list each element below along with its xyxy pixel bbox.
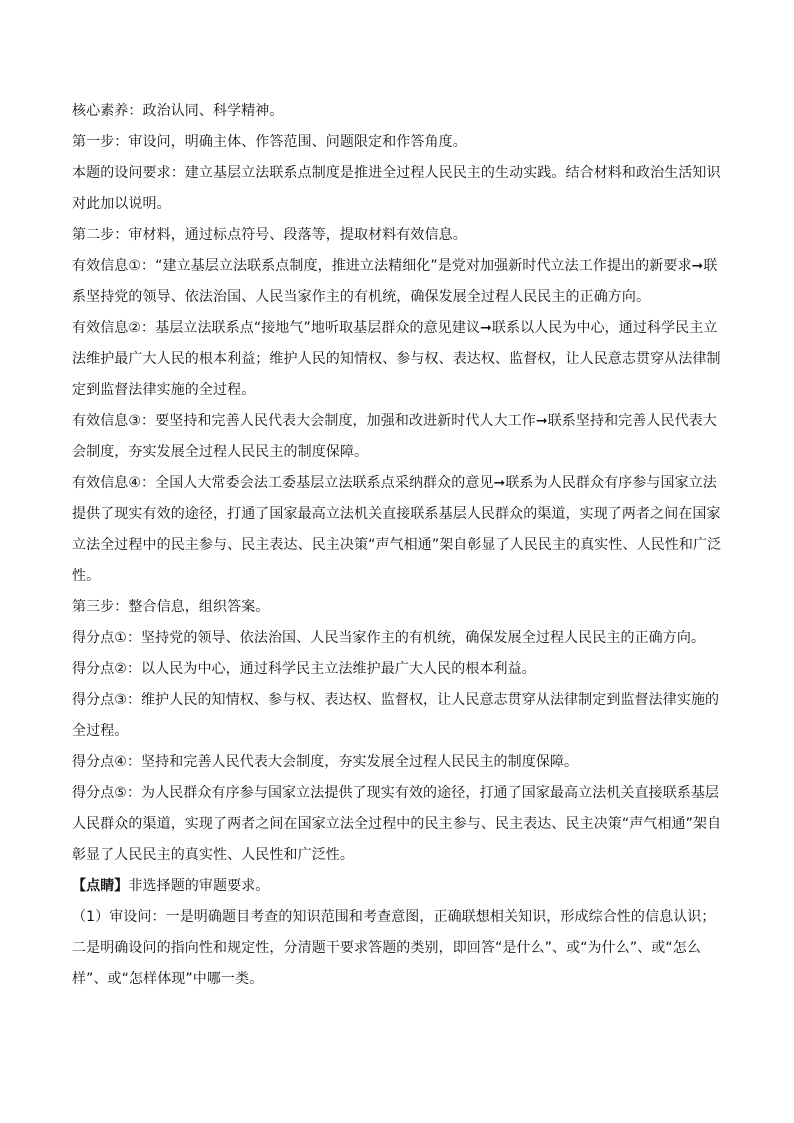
paragraph-step-one: 第一步：审设问，明确主体、作答范围、问题限定和作答角度。 [72,134,467,150]
paragraph-tip-detail: （1）审设问：一是明确题目考查的知识范围和考查意图，正确联想相关知识，形成综合性的信息认识；二是明确设问的指向性和规定性，分清题干要求答题的类别，即回答“是什么”、或“为什么”、或“怎么样”、或“怎样体现”中哪一类。 [72,909,716,987]
paragraph-score-point-4: 得分点④：坚持和完善人民代表大会制度，夯实发展全过程人民民主的制度保障。 [72,754,579,770]
paragraph-score-point-2: 得分点②：以人民为中心，通过科学民主立法维护最广大人民的根本利益。 [72,661,536,677]
paragraph-step-three: 第三步：整合信息，组织答案。 [72,599,270,615]
paragraph-effective-info-2: 有效信息②：基层立法联系点“接地气”地听取基层群众的意见建议➞联系以人民为中心，通过科学民主立法维护最广大人民的根本利益；维护人民的知情权、参与权、表达权、监督权，让人民意志贯穿从法律制定到监督法律实施的全过程。 [72,320,721,398]
paragraph-core-literacy: 核心素养：政治认同、科学精神。 [72,103,284,119]
paragraph-score-point-1: 得分点①：坚持党的领导、依法治国、人民当家作主的有机统，确保发展全过程人民民主的正确方向。 [72,630,706,646]
paragraph-question-requirement: 本题的设问要求：建立基层立法联系点制度是推进全过程人民民主的生动实践。结合材料和政治生活知识对此加以说明。 [72,165,721,212]
paragraph-effective-info-3: 有效信息③：要坚持和完善人民代表大会制度，加强和改进新时代人大工作➞联系坚持和完善人民代表大会制度，夯实发展全过程人民民主的制度保障。 [72,413,717,460]
paragraph-score-point-5: 得分点⑤：为人民群众有序参与国家立法提供了现实有效的途径，打通了国家最高立法机关直接联系基层人民群众的渠道，实现了两者之间在国家立法全过程中的民主参与、民主表达、民主决策“声气相通”架自彰显了人民民主的真实性、人民性和广泛性。 [72,785,722,863]
tip-bracket-label: 【点睛】 [72,878,129,894]
paragraph-step-two: 第二步：审材料，通过标点符号、段落等，提取材料有效信息。 [72,227,467,243]
paragraph-tip [72,871,724,902]
tip-text: 非选择题的审题要求。 [128,878,270,894]
paragraph-effective-info-4: 有效信息④：全国人大常委会法工委基层立法联系点采纳群众的意见➞联系为人民群众有序参与国家立法提供了现实有效的途径，打通了国家最高立法机关直接联系基层人民群众的渠道，实现了两者之间在国家立法全过程中的民主参与、民主表达、民主决策“声气相通”架自彰显了人民民主的真实性、人民性和广泛性。 [72,475,722,584]
paragraph-score-point-3: 得分点③：维护人民的知情权、参与权、表达权、监督权，让人民意志贯穿从法律制定到监督法律实施的全过程。 [72,692,720,739]
paragraph-effective-info-1: 有效信息①：“建立基层立法联系点制度，推进立法精细化”是党对加强新时代立法工作提出的新要求➞联系坚持党的领导、依法治国、人民当家作主的有机统，确保发展全过程人民民主的正确方向。 [72,258,718,305]
document-page [72,96,724,995]
